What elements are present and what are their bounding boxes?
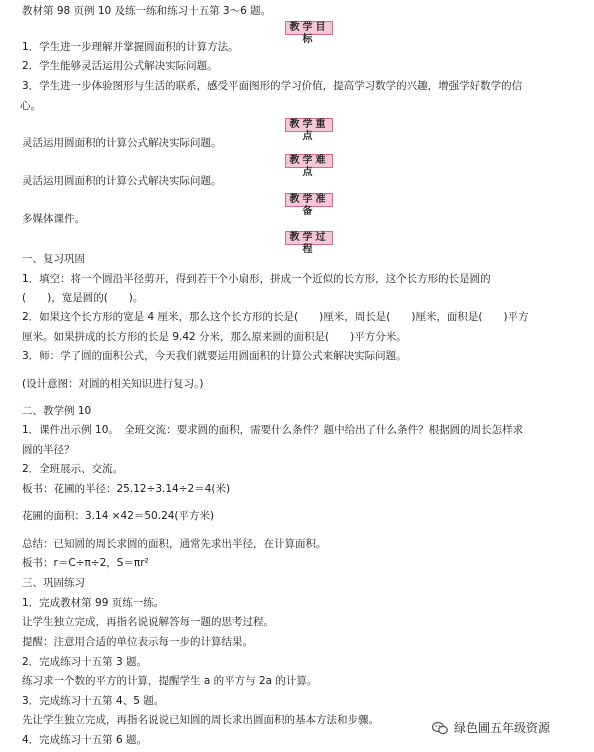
key-points-text: 灵活运用圆面积的计算公式解决实际问题。: [22, 137, 222, 149]
practice-1-note: 让学生独立完成，再指名说说解答每一题的思考过程。: [22, 616, 274, 628]
wechat-icon: [432, 721, 448, 735]
objective-3-cont: 心。: [20, 100, 41, 112]
practice-1-reminder: 提醒：注意用合适的单位表示每一步的计算结果。: [22, 636, 253, 648]
practice-2-note: 练习求一个数的平方的计算，提醒学生 a 的平方与 2a 的计算。: [22, 675, 318, 687]
design-intent: (设计意图：对圆的相关知识进行复习。): [22, 378, 204, 390]
board-area: 花圃的面积：3.14 ×42＝50.24(平方米): [22, 510, 215, 522]
objective-2: 2．学生能够灵活运用公式解决实际问题。: [22, 60, 218, 72]
watermark: [432, 716, 590, 740]
difficulties-text: 灵活运用圆面积的计算公式解决实际问题。: [22, 175, 222, 187]
summary-text: 总结：已知圆的周长求圆的面积，通常先求出半径，在计算面积。: [22, 538, 327, 550]
tag-teaching-process: 教学过程: [285, 231, 333, 245]
objective-3: 3．学生进一步体验图形与生活的联系，感受平面图形的学习价值，提高学习数学的兴趣，增强学好数学的信: [22, 80, 523, 92]
practice-4: 4．完成练习十五第 6 题。: [22, 734, 148, 746]
example-step-1: 1．课件出示例 10。 全班交流：要求圆的面积，需要什么条件？题中给出了什么条件？根据圆的周长怎样求: [22, 424, 524, 436]
materials-line: 教材第 98 页例 10 及练一练和练习十五第 3～6 题。: [22, 5, 272, 17]
tag-difficulties: 教学难点: [285, 154, 333, 168]
practice-2: 2．完成练习十五第 3 题。: [22, 656, 148, 668]
section-example: 二、教学例 10: [22, 405, 92, 417]
tag-key-points: 教学重点: [285, 118, 333, 132]
review-q2: 2．如果这个长方形的宽是 4 厘米，那么这个长方形的长是( )厘米，周长是( )厘米，面积是( )平方: [22, 311, 529, 323]
example-step-1-cont: 圆的半径？: [22, 444, 75, 456]
practice-3: 3．完成练习十五第 4、5 题。: [22, 695, 165, 707]
tag-preparation: 教学准备: [285, 193, 333, 207]
watermark-text: 绿色圃五年级资源: [454, 721, 551, 735]
objective-1: 1．学生进一步理解并掌握圆面积的计算方法。: [22, 41, 239, 53]
review-q3: 3．师：学了圆的面积公式，今天我们就要运用圆面积的计算公式来解决实际问题。: [22, 350, 407, 362]
example-step-2: 2．全班展示、交流。: [22, 463, 124, 475]
section-practice: 三、巩固练习: [22, 577, 85, 589]
section-review: 一、复习巩固: [22, 253, 85, 265]
tag-teaching-goals: 教学目标: [285, 21, 333, 35]
review-q1-cont: ( )，宽是圆的( )。: [22, 292, 144, 304]
practice-3-note: 先让学生独立完成，再指名说说已知圆的周长求出圆面积的基本方法和步骤。: [22, 714, 379, 726]
practice-1: 1．完成教材第 99 页练一练。: [22, 597, 165, 609]
board-radius: 板书：花圃的半径：25.12÷3.14÷2＝4(米): [22, 483, 231, 495]
review-q1: 1．填空：将一个圆沿半径剪开，得到若干个小扇形，拼成一个近似的长方形，这个长方形的长是圆的: [22, 273, 491, 285]
board-formula: 板书：r＝C÷π÷2，S＝πr²: [22, 557, 149, 569]
review-q2-cont: 厘米。如果拼成的长方形的长是 9.42 分米，那么原来圆的面积是( )平方分米。: [22, 331, 407, 343]
preparation-text: 多媒体课件。: [22, 213, 85, 225]
